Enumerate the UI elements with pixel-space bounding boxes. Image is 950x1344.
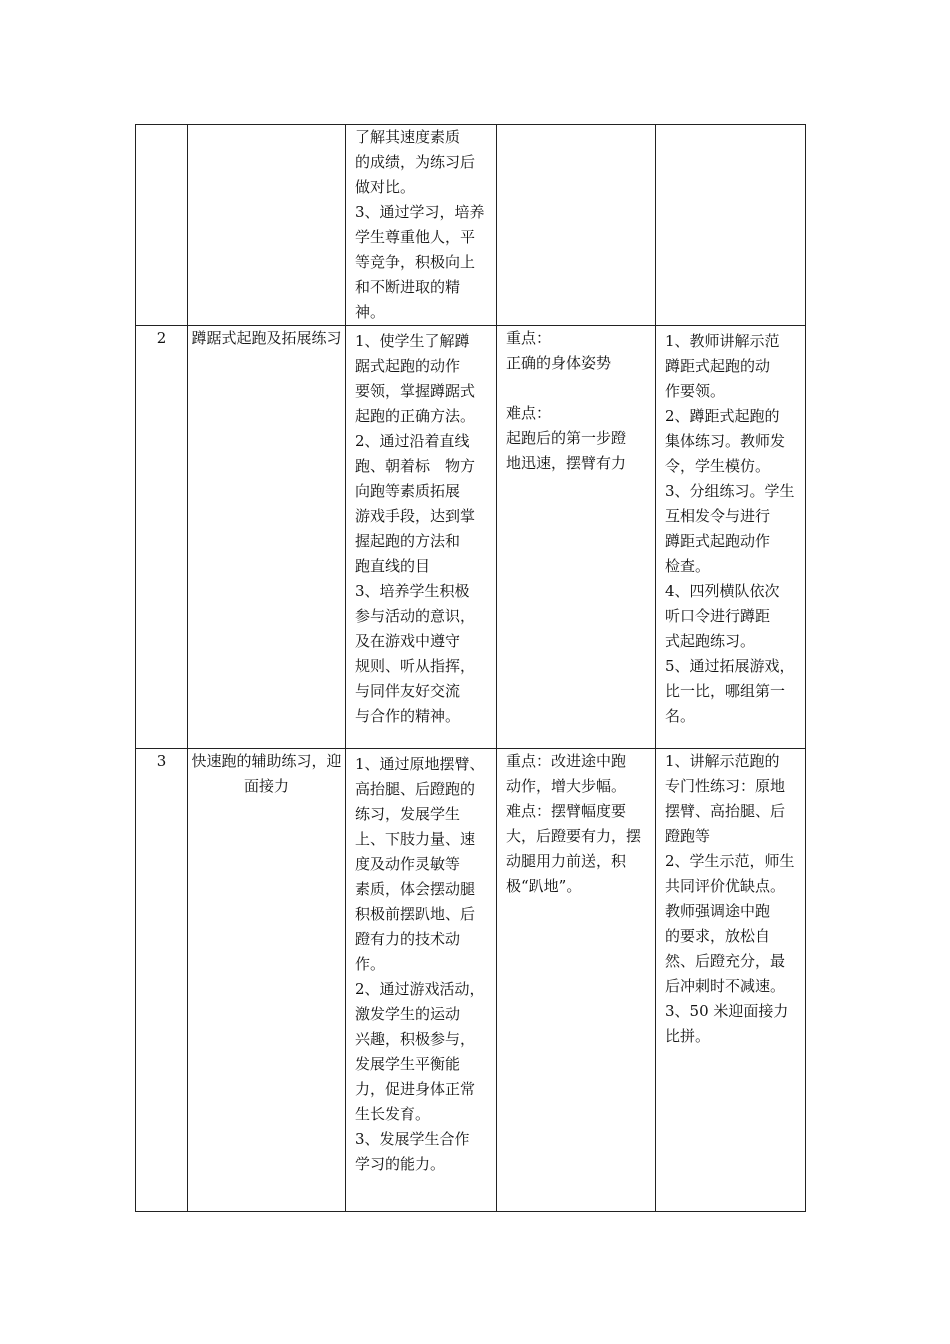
cell-line: 学生尊重他人，平 (355, 228, 476, 246)
cell-line: 3、通过学习，培养 (355, 203, 485, 221)
objectives-cell (346, 125, 497, 326)
cell-line: 难点：摆臂幅度要 (506, 802, 627, 820)
cell-line: 摆臂、高抬腿、后 (665, 802, 786, 820)
cell-line: 向跑等素质拓展 (355, 482, 461, 500)
cell-line: 等竞争，积极向上 (355, 253, 476, 271)
cell-line: 听口令进行蹲距 (665, 607, 771, 625)
row-number: 2 (136, 326, 188, 749)
cell-line: 做对比。 (355, 178, 416, 196)
cell-line: 4、四列横队依次 (665, 582, 780, 600)
cell-line: 起跑的正确方法。 (355, 407, 476, 425)
cell-line: 动腿用力前送，积 (506, 852, 627, 870)
row-number (136, 125, 188, 326)
cell-line: 素质，体会摆动腿 (355, 880, 476, 898)
cell-line: 专门性练习：原地 (665, 777, 786, 795)
cell-line: 比拼。 (665, 1027, 711, 1045)
cell-line: 然、后蹬充分，最 (665, 952, 786, 970)
cell-line: 上、下肢力量、速 (355, 830, 476, 848)
cell-line: 互相发令与进行 (665, 507, 771, 525)
cell-line: 蹲距式起跑动作 (665, 532, 771, 550)
cell-line: 地迅速，摆臂有力 (506, 454, 627, 472)
cell-line: 2、通过沿着直线 (355, 432, 470, 450)
cell-line: 蹬有力的技术动 (355, 930, 461, 948)
cell-line: 握起跑的方法和 (355, 532, 461, 550)
cell-line: 重点： (506, 329, 552, 347)
cell-line: 后冲刺时不减速。 (665, 977, 786, 995)
cell-line: 积极前摆趴地、后 (355, 905, 476, 923)
cell-line: 发展学生平衡能 (355, 1055, 461, 1073)
objectives-cell (346, 326, 497, 749)
cell-line: 踞式起跑的动作 (355, 357, 461, 375)
cell-line: 难点： (506, 404, 552, 422)
cell-line: 作要领。 (665, 382, 726, 400)
cell-line: 蹬跑等 (665, 827, 711, 845)
cell-line: 力，促进身体正常 (355, 1080, 476, 1098)
cell-line: 兴趣，积极参与， (355, 1030, 476, 1048)
cell-line: 及在游戏中遵守 (355, 632, 461, 650)
cell-line: 游戏手段，达到掌 (355, 507, 476, 525)
cell-line: 3、50 米迎面接力 (665, 1002, 789, 1020)
cell-line: 名。 (665, 707, 696, 725)
cell-line: 的要求，放松自 (665, 927, 771, 945)
cell-line: 练习，发展学生 (355, 805, 461, 823)
cell-line: 1、讲解示范跑的 (665, 752, 780, 770)
methods-cell (656, 125, 806, 326)
table-row (136, 749, 806, 1212)
cell-line: 教师强调途中跑 (665, 902, 771, 920)
cell-line: 2、蹲距式起跑的 (665, 407, 780, 425)
cell-line: 跑直线的目 (355, 557, 431, 575)
cell-line: 起跑后的第一步蹬 (506, 429, 627, 447)
cell-line: 动作，增大步幅。 (506, 777, 627, 795)
row-topic: 蹲踞式起跑及拓展练习 (188, 326, 346, 749)
row-number: 3 (136, 749, 188, 1212)
cell-line: 作。 (355, 955, 386, 973)
cell-line: 生长发育。 (355, 1105, 431, 1123)
row-topic: 快速跑的辅助练习，迎面接力 (188, 749, 346, 1212)
cell-line: 极“趴地”。 (506, 877, 582, 895)
row-topic (188, 125, 346, 326)
cell-line: 参与活动的意识， (355, 607, 476, 625)
cell-line: 激发学生的运动 (355, 1005, 461, 1023)
table-row (136, 326, 806, 749)
keypoints-cell (497, 125, 656, 326)
cell-line: 比一比，哪组第一 (665, 682, 786, 700)
cell-line: 了解其速度素质 (355, 128, 461, 146)
cell-line: 学习的能力。 (355, 1155, 446, 1173)
cell-line: 2、学生示范，师生 (665, 852, 795, 870)
keypoints-cell (497, 749, 656, 1212)
cell-line: 大，后蹬要有力，摆 (506, 827, 642, 845)
cell-line: 3、发展学生合作 (355, 1130, 470, 1148)
cell-line: 蹲距式起跑的动 (665, 357, 771, 375)
cell-line: 要领，掌握蹲踞式 (355, 382, 476, 400)
objectives-cell (346, 749, 497, 1212)
keypoints-cell (497, 326, 656, 749)
cell-line: 3、分组练习。学生 (665, 482, 795, 500)
cell-line: 集体练习。教师发 (665, 432, 786, 450)
methods-cell (656, 326, 806, 749)
cell-line: 式起跑练习。 (665, 632, 756, 650)
cell-line: 5、通过拓展游戏， (665, 657, 795, 675)
cell-line: 高抬腿、后蹬跑的 (355, 780, 476, 798)
cell-line: 神。 (355, 303, 386, 321)
lesson-plan-table (135, 124, 806, 1212)
cell-line: 规则、听从指挥， (355, 657, 476, 675)
cell-line: 跑、朝着标 物方 (355, 457, 476, 475)
cell-line: 度及动作灵敏等 (355, 855, 461, 873)
cell-line: 与合作的精神。 (355, 707, 461, 725)
cell-line: 1、使学生了解蹲 (355, 332, 470, 350)
cell-line (506, 376, 651, 401)
methods-cell (656, 749, 806, 1212)
cell-line: 检查。 (665, 557, 711, 575)
cell-line: 1、教师讲解示范 (665, 332, 780, 350)
cell-line: 令，学生模仿。 (665, 457, 771, 475)
cell-line: 2、通过游戏活动， (355, 980, 485, 998)
table-row (136, 125, 806, 326)
cell-line: 1、通过原地摆臂、 (355, 755, 485, 773)
cell-line: 和不断进取的精 (355, 278, 461, 296)
cell-line: 共同评价优缺点。 (665, 877, 786, 895)
cell-line: 正确的身体姿势 (506, 354, 612, 372)
cell-line: 3、培养学生积极 (355, 582, 470, 600)
cell-line: 的成绩，为练习后 (355, 153, 476, 171)
cell-line: 与同伴友好交流 (355, 682, 461, 700)
cell-line: 重点：改进途中跑 (506, 752, 627, 770)
